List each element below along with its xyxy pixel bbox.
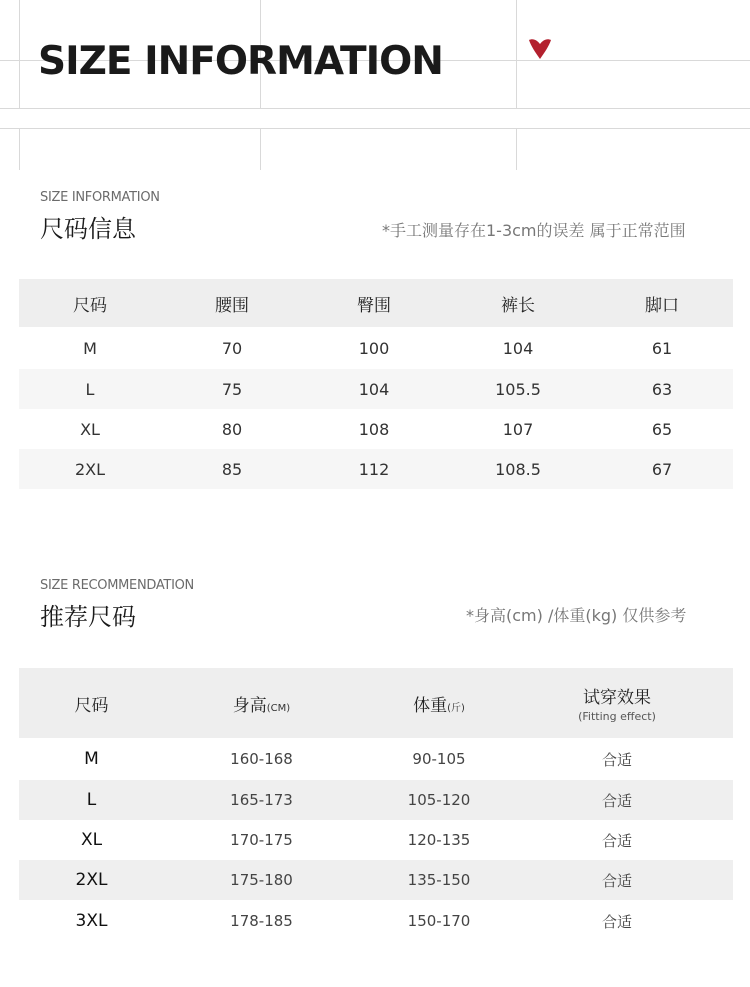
table-cell: XL (80, 830, 103, 850)
recommendation-title-cn: 推荐尺码 (40, 603, 136, 631)
table-cell: 100 (358, 338, 390, 358)
table-cell: M (83, 338, 97, 358)
table-row (19, 780, 733, 820)
table-cell: 135-150 (407, 871, 471, 889)
header-cell: 脚口 (645, 295, 679, 316)
table-cell: 105-120 (407, 791, 471, 809)
grid-line (0, 128, 750, 129)
table-row (19, 449, 733, 489)
header-cell (164, 691, 359, 716)
grid-line (260, 128, 261, 170)
table-cell: XL (80, 419, 100, 439)
header-cell: 尺码 (74, 695, 109, 716)
table-cell: 合适 (601, 912, 632, 931)
grid-line (0, 108, 750, 109)
table-cell: L (85, 379, 95, 399)
table-cell: 合适 (601, 791, 632, 810)
header-cell: 腰围 (215, 295, 249, 316)
header-cell (519, 683, 715, 723)
header-unit: (斤) (447, 702, 465, 714)
header-cell: 臀围 (357, 295, 391, 316)
size-table (19, 279, 733, 489)
table-row (19, 409, 733, 449)
header-cell: 裤长 (501, 295, 535, 316)
table-row (19, 369, 733, 409)
grid-line (19, 128, 20, 170)
table-row (19, 860, 733, 900)
table-cell: 175-180 (230, 871, 293, 889)
table-cell: 2XL (74, 459, 106, 479)
recommendation-title-en: SIZE RECOMMENDATION (40, 578, 194, 593)
table-cell: 170-175 (230, 831, 293, 849)
table-cell: 65 (651, 419, 673, 439)
table-cell: 108 (358, 419, 390, 439)
table-cell: 61 (651, 338, 673, 358)
table-cell: 108.5 (495, 459, 541, 479)
heart-icon (527, 38, 553, 60)
table-row (19, 820, 733, 860)
table-cell: 85 (221, 459, 243, 479)
table-cell: 90-105 (412, 750, 466, 768)
table-cell: 63 (651, 379, 673, 399)
size-info-title-en: SIZE INFORMATION (40, 190, 160, 205)
table-header-row (19, 279, 733, 327)
table-cell: 107 (502, 419, 534, 439)
header-cell (359, 691, 519, 716)
table-cell: 75 (221, 379, 243, 399)
table-header-row (19, 668, 733, 738)
hero-title: SIZE INFORMATION (38, 39, 443, 84)
table-row (19, 327, 733, 369)
table-row (19, 738, 733, 780)
table-cell: M (84, 749, 99, 769)
table-cell: 2XL (75, 870, 108, 890)
header-label: 体重 (413, 695, 448, 716)
table-cell: L (86, 790, 97, 810)
table-cell: 合适 (601, 831, 632, 850)
table-cell: 120-135 (407, 831, 471, 849)
table-row (19, 900, 733, 942)
header-label: 试穿效果 (583, 688, 651, 708)
recommendation-note: *身高(cm) /体重(kg) 仅供参考 (466, 606, 687, 625)
table-cell: 80 (221, 419, 243, 439)
table-cell: 150-170 (407, 912, 471, 930)
table-cell: 104 (358, 379, 390, 399)
table-cell: 70 (221, 338, 243, 358)
table-cell: 合适 (601, 871, 632, 890)
header-sub-label: (Fitting effect) (578, 710, 656, 723)
header-label: 身高 (232, 695, 267, 716)
grid-line (516, 128, 517, 170)
size-info-title-cn: 尺码信息 (40, 215, 136, 243)
table-cell: 合适 (601, 750, 632, 769)
table-cell: 67 (651, 459, 673, 479)
table-cell: 3XL (75, 911, 108, 931)
table-cell: 178-185 (230, 912, 293, 930)
grid-line (19, 0, 20, 108)
header-cell: 尺码 (73, 295, 107, 316)
table-cell: 104 (502, 338, 534, 358)
header-unit: (CM) (266, 702, 291, 714)
table-cell: 160-168 (230, 750, 293, 768)
table-cell: 105.5 (495, 379, 541, 399)
recommendation-table (19, 668, 733, 942)
size-info-note: *手工测量存在1-3cm的误差 属于正常范围 (382, 221, 686, 240)
table-cell: 165-173 (230, 791, 293, 809)
table-cell: 112 (358, 459, 390, 479)
